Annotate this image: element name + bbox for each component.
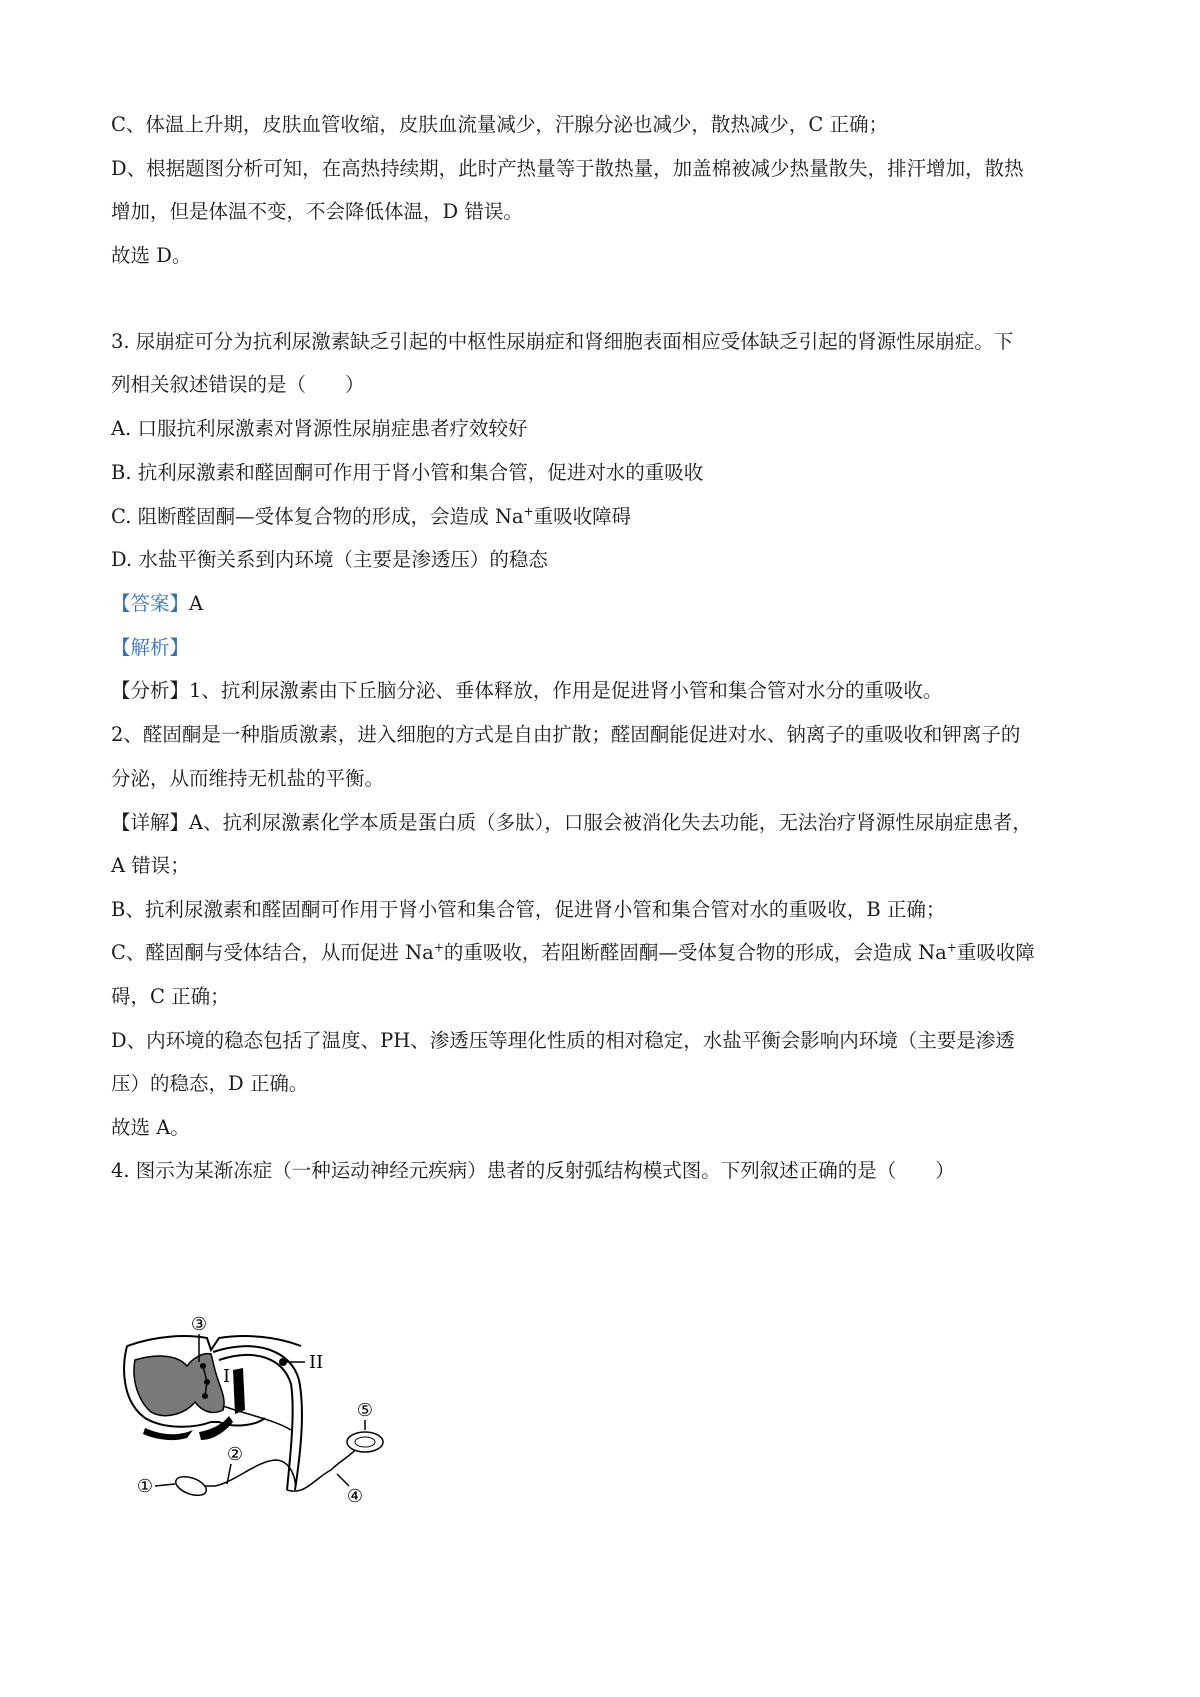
line-prev-d2: 增加，但是体温不变，不会降低体温，D 错误。 xyxy=(111,200,523,223)
q3-xiangjie-c1 xyxy=(111,940,1035,966)
q3-option-d: D. 水盐平衡关系到内环境（主要是渗透压）的稳态 xyxy=(111,548,548,571)
xj-c-post: 重吸收障 xyxy=(956,941,1035,964)
answer-tag: 【答案】 xyxy=(111,592,190,615)
ganglion-point xyxy=(279,1358,287,1366)
q3-option-c-pre: C. 阻断醛固酮—受体复合物的形成，会造成 Na xyxy=(111,505,524,528)
q3-fenxi-2a: 2、醛固酮是一种脂质激素，进入细胞的方式是自由扩散；醛固酮能促进对水、钠离子的重吸收和钾离子的 xyxy=(111,723,1021,746)
line-prev-d1: D、根据题图分析可知，在高热持续期，此时产热量等于散热量，加盖棉被减少热量散失，排汗增加，散热 xyxy=(111,157,1024,180)
q3-xiangjie-d2: 压）的稳态，D 正确。 xyxy=(111,1072,309,1095)
q3-stem-2: 列相关叙述错误的是（ ） xyxy=(111,373,365,396)
white-matter-strip xyxy=(233,1368,245,1414)
xj-c-pre: C、醛固酮与受体结合，从而促进 Na xyxy=(111,941,434,964)
q3-select: 故选 A。 xyxy=(111,1116,190,1139)
receptor-1 xyxy=(173,1473,209,1499)
ventral-root-mark-left xyxy=(143,1428,193,1440)
q3-option-c xyxy=(111,504,631,530)
effector-5-inner xyxy=(355,1437,375,1447)
ventral-root-mark-right xyxy=(199,1416,233,1440)
q3-xiangjie-b: B、抗利尿激素和醛固酮可作用于肾小管和集合管，促进肾小管和集合管对水的重吸收，B 正确； xyxy=(111,898,946,921)
label-II: II xyxy=(309,1352,324,1373)
xj-c-sup2: + xyxy=(946,940,957,955)
q3-option-a: A. 口服抗利尿激素对肾源性尿崩症患者疗效较好 xyxy=(111,417,528,440)
line-prev-c: C、体温上升期，皮肤血管收缩，皮肤血流量减少，汗腺分泌也减少，散热减少，C 正确； xyxy=(111,113,889,136)
pointer-4 xyxy=(337,1474,349,1486)
ventral-nerve-arc xyxy=(223,1406,291,1430)
q3-option-c-sup: + xyxy=(523,504,534,519)
q3-xiangjie-c2: 碍，C 正确； xyxy=(111,985,230,1008)
label-3: ③ xyxy=(190,1314,208,1335)
label-4: ④ xyxy=(346,1486,364,1505)
pointer-1 xyxy=(155,1484,175,1486)
q3-analysis-tag: 【解析】 xyxy=(111,636,190,659)
q3-stem-1: 3. 尿崩症可分为抗利尿激素缺乏引起的中枢性尿崩症和肾细胞表面相应受体缺乏引起的肾源性尿崩症。下 xyxy=(111,330,1014,353)
label-I: I xyxy=(223,1366,231,1387)
reflex-arc-figure xyxy=(115,1310,435,1505)
line-prev-select: 故选 D。 xyxy=(111,244,192,267)
q3-fenxi-2b: 分泌，从而维持无机盐的平衡。 xyxy=(111,767,385,790)
q3-option-b: B. 抗利尿激素和醛固酮可作用于肾小管和集合管，促进对水的重吸收 xyxy=(111,461,704,484)
q3-option-c-post: 重吸收障碍 xyxy=(533,505,632,528)
xj-c-mid: 的重吸收，若阻断醛固酮—受体复合物的形成，会造成 Na xyxy=(443,941,947,964)
q3-xiangjie-a1: 【详解】A、抗利尿激素化学本质是蛋白质（多肽），口服会被消化失去功能，无法治疗肾源性尿崩症患者， xyxy=(111,811,1032,834)
answer-value: A xyxy=(189,592,204,615)
q4-stem: 4. 图示为某渐冻症（一种运动神经元疾病）患者的反射弧结构模式图。下列叙述正确的是（ ） xyxy=(111,1159,955,1182)
q3-answer xyxy=(111,591,203,617)
q3-xiangjie-d1: D、内环境的稳态包括了温度、PH、渗透压等理化性质的相对稳定，水盐平衡会影响内环境（主要是渗透 xyxy=(111,1029,1015,1052)
afferent-nerve xyxy=(195,1460,295,1490)
grey-matter xyxy=(134,1354,224,1416)
xj-c-sup: + xyxy=(433,940,444,955)
label-1: ① xyxy=(136,1476,154,1497)
label-5: ⑤ xyxy=(356,1400,374,1421)
spinal-cord-outline xyxy=(127,1336,301,1350)
label-2: ② xyxy=(226,1444,244,1465)
q3-fenxi-1: 【分析】1、抗利尿激素由下丘脑分泌、垂体释放，作用是促进肾小管和集合管对水分的重吸收。 xyxy=(111,679,943,702)
q3-xiangjie-a2: A 错误； xyxy=(111,854,190,877)
